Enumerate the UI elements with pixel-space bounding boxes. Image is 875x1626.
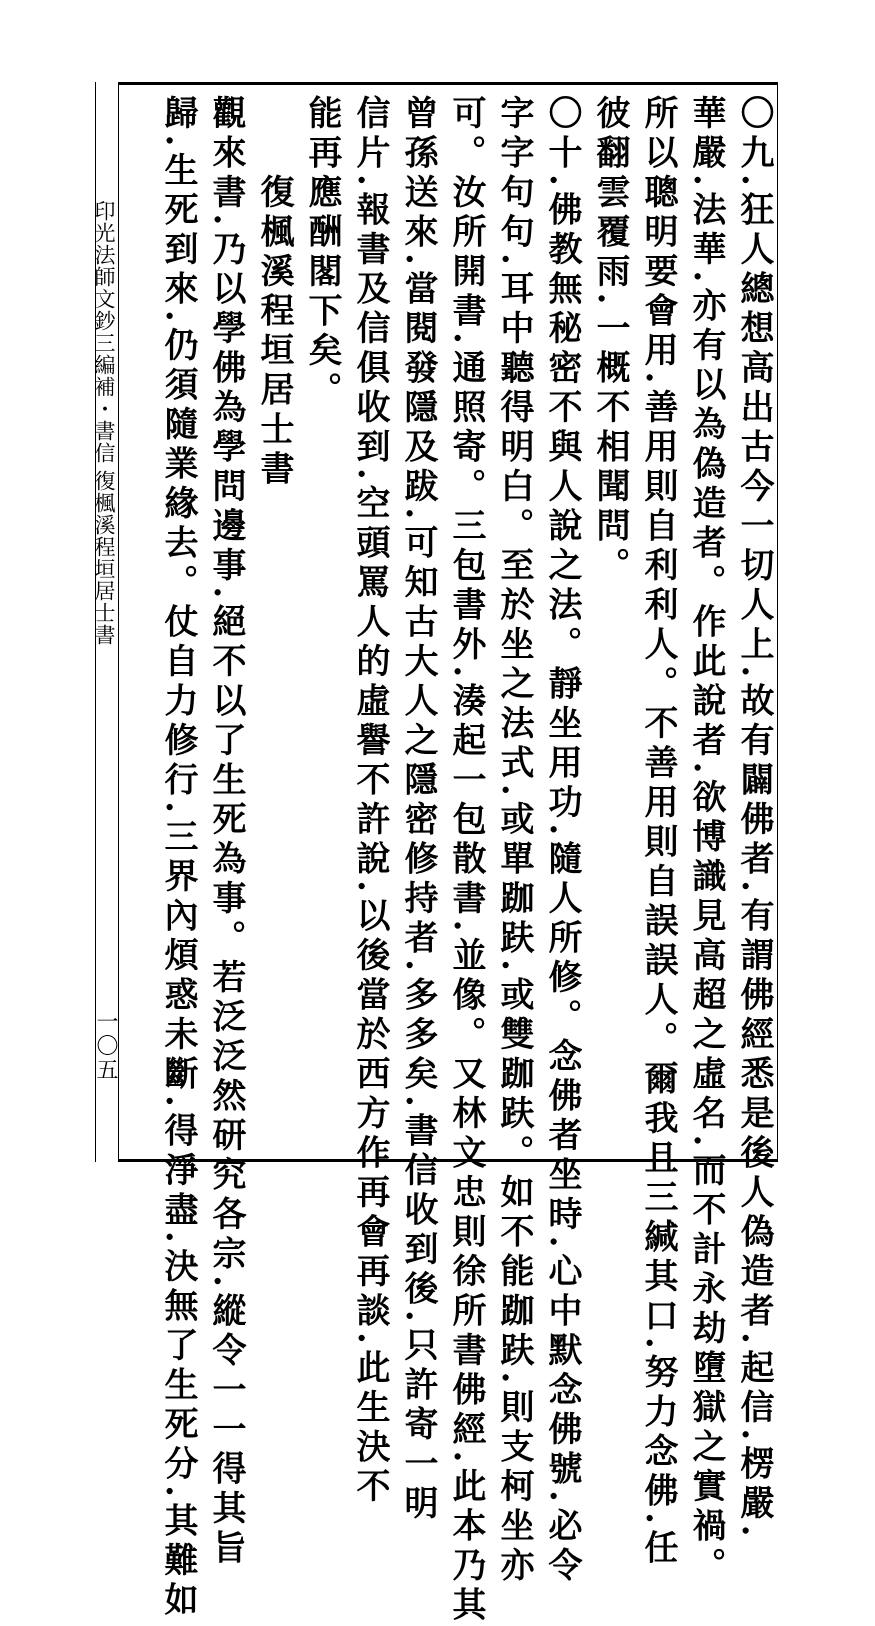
text-column: 信片.報書及信俱收到.空頭罵人的虛譽不許說.以後當於西方作再會再談.此生決不 (350, 95, 390, 1508)
text-column: 〇九.狂人總想高出古今一切人上.故有闢佛者.有謂佛經悉是後人偽造者.起信.楞嚴. (734, 95, 774, 1543)
text-column: 曾孫送來.當閱發隱及跋.可知古大人之隱密修持者.多多矣.書信收到後.只許寄一明 (398, 95, 438, 1525)
text-column: 可。汝所開書.通照寄。三包書外.湊起一包散書.並像。又林文忠則徐所書佛經.此本乃其 (446, 95, 486, 1626)
text-column: 所以聰明要會用.善用則自利利人。不善用則自誤誤人。爾我且三緘其口.努力念佛.任 (638, 95, 678, 1570)
text-column: 觀來書.乃以學佛為學問邊事.絕不以了生死為事。若泛泛然研究各宗.縱令一一得其旨 (206, 95, 246, 1570)
text-column: 華嚴.法華.亦有以為偽造者。作此說者.欲博識見高超之虛名.而不計永劫墮獄之實禍。 (686, 95, 726, 1587)
text-column: 〇十.佛教無秘密不與人說之法。靜坐用功.隨人所修。念佛者坐時.心中默念佛號.必令 (542, 95, 582, 1587)
text-column: 彼翻雲覆雨.一概不相聞問。 (590, 95, 630, 587)
running-head: 印光法師文鈔三編補・書信 (92, 200, 116, 464)
text-column: 能再應酬閣下矣。 (302, 95, 342, 411)
text-column: 字字句句.耳中聽得明白。至於坐之法式.或單跏趺.或雙跏趺。如不能跏趺.則支柯坐亦 (494, 95, 534, 1587)
page-number: 一〇五 (93, 1010, 118, 1082)
letter-title: 復楓溪程垣居士書 (254, 95, 294, 490)
section-title-margin: 復楓溪程垣居士書 (92, 470, 116, 646)
text-column: 歸.生死到來.仍須隨業緣去。仗自力修行.三界內煩惑未斷.得淨盡.決無了生死分.其難如 (158, 95, 198, 1622)
